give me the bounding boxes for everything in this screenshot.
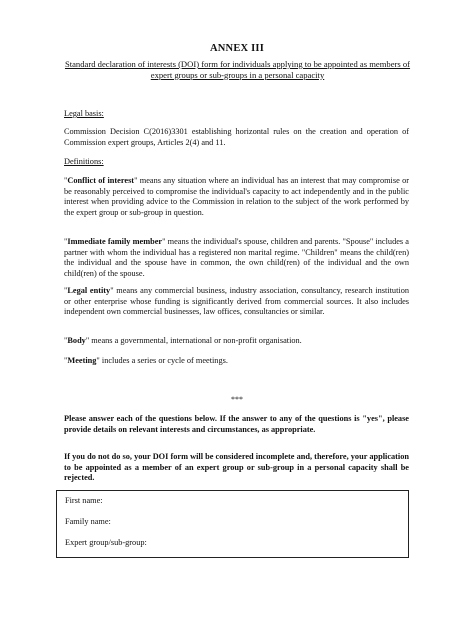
- definition-term: Meeting: [67, 356, 97, 365]
- applicant-details-box: [56, 490, 409, 558]
- definition-term: Immediate family member: [67, 237, 163, 246]
- definition-text: means the individual's spouse, children and parents. "Spouse" includes a partner with whom the individual has a registered non marital regime. "Children" means the child(ren) the individual and the spouse have in common, the own child(ren) of the individual and the own child(ren) of the spouse.: [64, 237, 409, 278]
- definitions-heading: Definitions:: [64, 157, 104, 166]
- definition-term: Body: [67, 336, 86, 345]
- first-name-label: First name:: [65, 496, 103, 505]
- definition-meeting: "Meeting" includes a series or cycle of meetings.: [64, 356, 228, 365]
- definition-text: means any situation where an individual has an interest that may compromise or be reasonably perceived to compromise the individual's capacity to act independently and in the public interest when providing advice to the Commission in relation to the subject of the work performed by the expert group or sub-group in question.: [64, 176, 409, 217]
- definition-immediate-family-member: "Immediate family member" means the individual's spouse, children and parents. "Spouse" includes a partner with whom the individual has a registered non marital regime. "Children" means the child(ren) the individual and the spouse have in common, the own child(ren) of the individual and the own child(ren) of the spouse.: [64, 237, 409, 278]
- definition-body: "Body" means a governmental, international or non-profit organisation.: [64, 336, 302, 345]
- definition-text: means any commercial business, industry association, consultancy, research institution or other enterprise whose funding is significantly derived from commercial sources. It also includes independent own commercial businesses, law offices, consultancies or similar.: [64, 286, 409, 316]
- legal-basis-heading: Legal basis:: [64, 109, 104, 118]
- expert-group-label: Expert group/sub-group:: [65, 538, 147, 547]
- definition-term: Conflict of interest: [67, 176, 135, 185]
- form-subtitle: Standard declaration of interests (DOI) form for individuals applying to be appointed as members of expert groups or sub-groups in a personal capacity: [64, 59, 411, 80]
- section-separator: ***: [231, 395, 243, 404]
- definition-legal-entity: "Legal entity" means any commercial business, industry association, consultancy, research institution or other enterprise whose funding is significantly derived from commercial sources. It also includes independent own commercial businesses, law offices, consultancies or similar.: [64, 286, 409, 316]
- definition-text: includes a series or cycle of meetings.: [99, 356, 228, 365]
- definition-text: means a governmental, international or non-profit organisation.: [89, 336, 302, 345]
- definition-conflict-of-interest: "Conflict of interest" means any situation where an individual has an interest that may compromise or be reasonably perceived to compromise the individual's capacity to act independently and in the public interest when providing advice to the Commission in relation to the subject of the work performed by the expert group or sub-group in question.: [64, 176, 409, 217]
- annex-title: ANNEX III: [209, 43, 265, 54]
- legal-basis-text: Commission Decision C(2016)3301 establishing horizontal rules on the creation and operation of Commission expert groups, Articles 2(4) and 11.: [64, 127, 409, 147]
- instruction-rejection-warning: If you do not do so, your DOI form will be considered incomplete and, therefore, your application to be appointed as a member of an expert group or sub-group in a personal capacity shall be rejected.: [64, 452, 409, 482]
- family-name-label: Family name:: [65, 517, 111, 526]
- instruction-answer-questions: Please answer each of the questions below. If the answer to any of the questions is "yes", please provide details on relevant interests and circumstances, as appropriate.: [64, 414, 409, 434]
- definition-term: Legal entity: [67, 286, 111, 295]
